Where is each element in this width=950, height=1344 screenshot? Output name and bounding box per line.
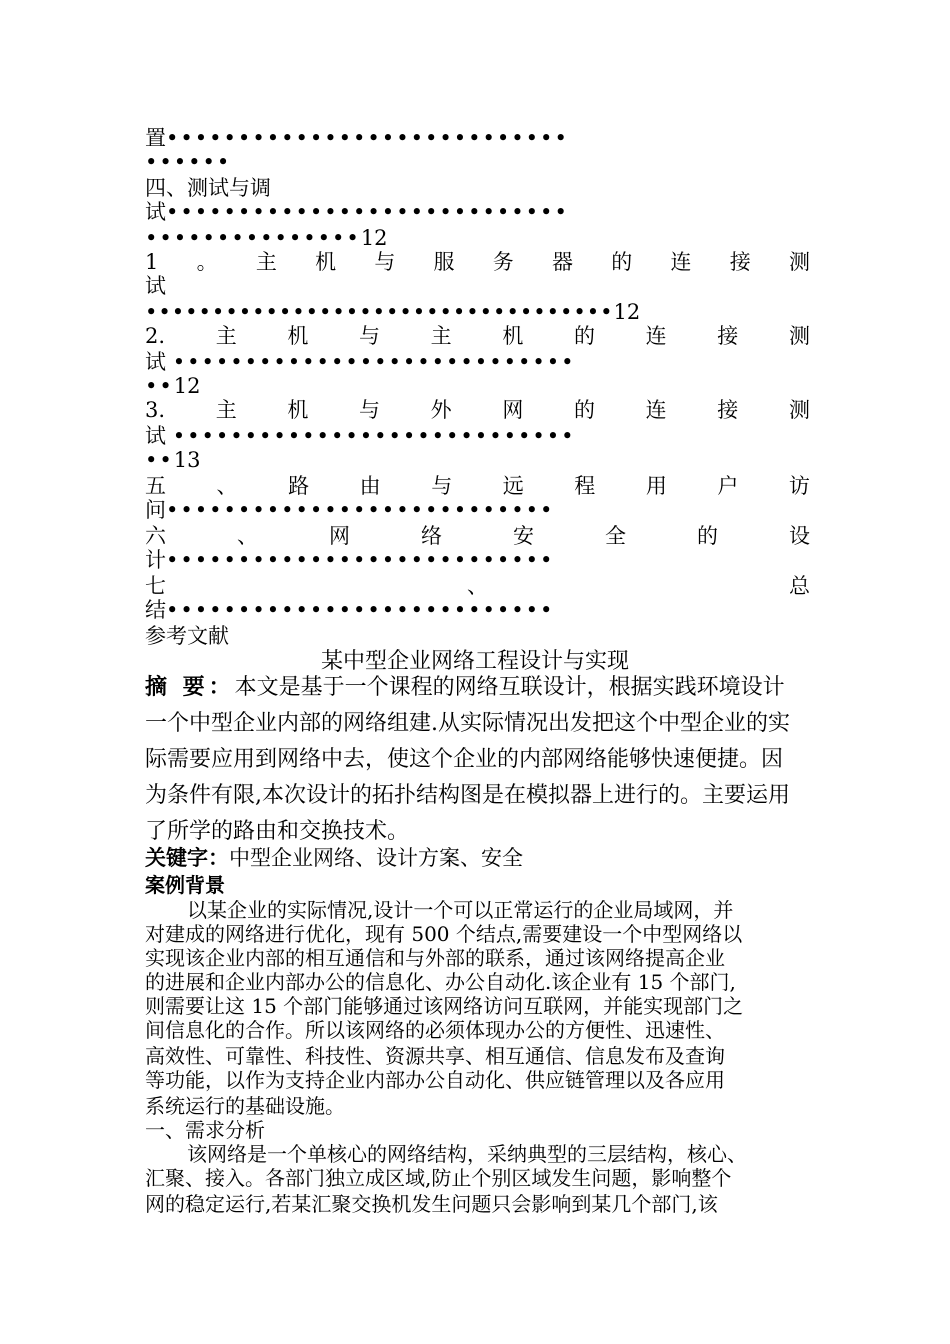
toc-char: 主: [215, 324, 237, 348]
toc-item-config: [145, 126, 810, 150]
toc-item-text: 四、测试与调: [145, 176, 271, 200]
toc-leader-dots: •••••••••••••••••••••••••••: [166, 598, 555, 622]
toc-char: 测: [788, 250, 810, 274]
toc-char: 器: [552, 250, 574, 274]
paragraph-line: 实现该企业内部的相互通信和与外部的联系，通过该网络提高企业: [145, 946, 725, 970]
toc-char: 由: [359, 474, 381, 498]
toc-leader-dots: ••: [145, 374, 174, 398]
toc-char: 接: [717, 324, 739, 348]
toc-char: 连: [670, 250, 692, 274]
paragraph-line: 该网络是一个单核心的网络结构，采纳典型的三层结构，核心、: [187, 1142, 747, 1166]
toc-item-6: [145, 524, 810, 548]
toc-char: 2.: [145, 324, 166, 348]
toc-page-number: 12: [360, 226, 388, 250]
toc-char: 的: [697, 524, 718, 548]
toc-char: 的: [573, 324, 595, 348]
toc-item-7-cont: [145, 598, 810, 622]
toc-char: 全: [605, 524, 626, 548]
abstract-line-1: [145, 670, 810, 706]
toc-item-4-3-cont: [145, 424, 810, 448]
paragraph-line: 汇聚、接入。各部门独立成区域,防止个别区域发生问题，影响整个: [145, 1166, 732, 1190]
toc-item-4-1: [145, 250, 810, 274]
toc-leader-dots: •••••••••••••••: [145, 226, 361, 250]
toc-char: 络: [421, 524, 442, 548]
toc-leader-dots: •••••••••••••••••••••••••••••••••••: [145, 300, 614, 324]
toc-char: 远: [502, 474, 524, 498]
toc-char: 六: [145, 524, 166, 548]
toc-char: 与: [431, 474, 453, 498]
toc-char: 与: [374, 250, 396, 274]
toc-page-number: 12: [173, 374, 201, 398]
toc-item-4: [145, 176, 810, 200]
toc-item-4-1-page: [145, 300, 810, 324]
abstract-line-3: 际需要应用到网络中去，使这个企业的内部网络能够快速便捷。因: [145, 747, 784, 772]
toc-item-4-2: [145, 324, 810, 348]
toc-item-text: 参考文献: [145, 624, 229, 648]
toc-char: 接: [717, 398, 739, 422]
abstract-line-2: 一个中型企业内部的网络组建.从实际情况出发把这个中型企业的实: [145, 711, 790, 736]
paragraph-line: 间信息化的合作。所以该网络的必须体现办公的方便性、迅速性、: [145, 1018, 725, 1042]
toc-char: 七: [145, 574, 166, 598]
paragraph-line: 高效性、可靠性、科技性、资源共享、相互通信、信息发布及查询: [145, 1044, 725, 1068]
toc-char: 主: [430, 324, 452, 348]
toc-char: 机: [287, 398, 309, 422]
toc-leader-dots: •••••••••••••••••••••••••••: [166, 548, 555, 572]
paragraph-line: 以某企业的实际情况,设计一个可以正常运行的企业局域网，并: [187, 898, 734, 922]
toc-char: 总: [789, 574, 810, 598]
toc-leader-dots: ••••••••••••••••••••••••••••: [172, 350, 576, 374]
toc-char: 网: [329, 524, 350, 548]
toc-char: 务: [492, 250, 514, 274]
section-heading-requirements: 一、需求分析: [145, 1118, 265, 1142]
toc-item-4-1-cont: [145, 274, 810, 298]
toc-char: 。: [196, 250, 218, 274]
keywords: [145, 846, 810, 870]
section-heading-background: 案例背景: [145, 873, 225, 897]
toc-item-text: 结: [145, 598, 166, 622]
toc-char: 主: [255, 250, 277, 274]
toc-char: 接: [729, 250, 751, 274]
toc-char: 服: [433, 250, 455, 274]
toc-char: 机: [502, 324, 524, 348]
paragraph-line: 则需要让这 15 个部门能够通过该网络访问互联网，并能实现部门之: [145, 994, 744, 1018]
toc-item-4-page: [145, 226, 810, 250]
paragraph-line: 网的稳定运行,若某汇聚交换机发生问题只会影响到某几个部门,该: [145, 1192, 718, 1216]
toc-char: 访: [788, 474, 810, 498]
toc-item-6-cont: [145, 548, 810, 572]
toc-char: 机: [315, 250, 337, 274]
toc-leader-dots: ••••••••••••••••••••••••••••: [166, 126, 569, 150]
toc-char: 、: [216, 474, 238, 498]
toc-item-references: [145, 624, 810, 648]
toc-item-4-2-page: [145, 374, 810, 398]
abstract-line-5: 了所学的路由和交换技术。: [145, 819, 410, 844]
toc-char: 用: [645, 474, 667, 498]
toc-char: 主: [215, 398, 237, 422]
keywords-text: 中型企业网络、设计方案、安全: [229, 846, 523, 870]
paragraph-line: 等功能，以作为支持企业内部办公自动化、供应链管理以及各应用: [145, 1068, 725, 1092]
toc-char: 外: [430, 398, 452, 422]
toc-item-config-cont: [145, 150, 810, 174]
toc-leader-dots: ••: [145, 448, 174, 472]
toc-char: 与: [359, 324, 381, 348]
paragraph-line: 对建成的网络进行优化，现有 500 个结点,需要建设一个中型网络以: [145, 922, 743, 946]
toc-leader-dots: ••••••••••••••••••••••••••••: [166, 200, 569, 224]
toc-item-text: 置: [145, 126, 166, 150]
toc-item-text: 试: [145, 424, 166, 448]
abstract-line-4: 为条件有限,本次设计的拓扑结构图是在模拟器上进行的。主要运用: [145, 783, 790, 808]
toc-char: 连: [645, 324, 667, 348]
toc-char: 五: [145, 474, 166, 498]
toc-item-text: 计: [145, 548, 166, 572]
toc-char: 连: [645, 398, 667, 422]
toc-char: 设: [789, 524, 810, 548]
toc-page-number: 12: [613, 300, 641, 324]
toc-char: 、: [467, 574, 488, 598]
toc-item-7: [145, 574, 810, 598]
toc-char: 、: [237, 524, 258, 548]
toc-item-text: 试: [145, 200, 166, 224]
toc-item-4-2-cont: [145, 350, 810, 374]
abstract-label: 摘 要：: [145, 675, 235, 700]
toc-item-4-3-page: [145, 448, 810, 472]
toc-leader-dots: •••••••••••••••••••••••••••: [166, 498, 555, 522]
toc-page-number: 13: [173, 448, 201, 472]
toc-char: 程: [574, 474, 596, 498]
toc-item-text: 问: [145, 498, 166, 522]
toc-item-5-cont: [145, 498, 810, 522]
toc-char: 机: [287, 324, 309, 348]
paragraph-line: 的进展和企业内部办公的信息化、办公自动化.该企业有 15 个部门,: [145, 970, 736, 994]
toc-item-5: [145, 474, 810, 498]
toc-item-4-3: [145, 398, 810, 422]
toc-char: 1: [145, 250, 159, 274]
paragraph-line: 系统运行的基础设施。: [145, 1094, 345, 1118]
toc-char: 3.: [145, 398, 166, 422]
toc-char: 与: [359, 398, 381, 422]
abstract-text: 本文是基于一个课程的网络互联设计，根据实践环境设计: [234, 675, 785, 700]
toc-char: 路: [288, 474, 310, 498]
toc-item-text: 试: [145, 350, 166, 374]
toc-char: 网: [502, 398, 524, 422]
toc-char: 的: [611, 250, 633, 274]
toc-char: 户: [717, 474, 739, 498]
keywords-label: 关键字：: [145, 846, 229, 870]
toc-leader-dots: ••••••••••••••••••••••••••••: [172, 424, 576, 448]
document-title: 某中型企业网络工程设计与实现: [320, 649, 629, 674]
toc-item-text: 试: [145, 274, 166, 298]
toc-char: 安: [513, 524, 534, 548]
toc-leader-dots: ••••••: [145, 150, 232, 174]
toc-char: 测: [788, 398, 810, 422]
toc-item-4-cont: [145, 200, 810, 224]
toc-char: 的: [573, 398, 595, 422]
toc-char: 测: [788, 324, 810, 348]
